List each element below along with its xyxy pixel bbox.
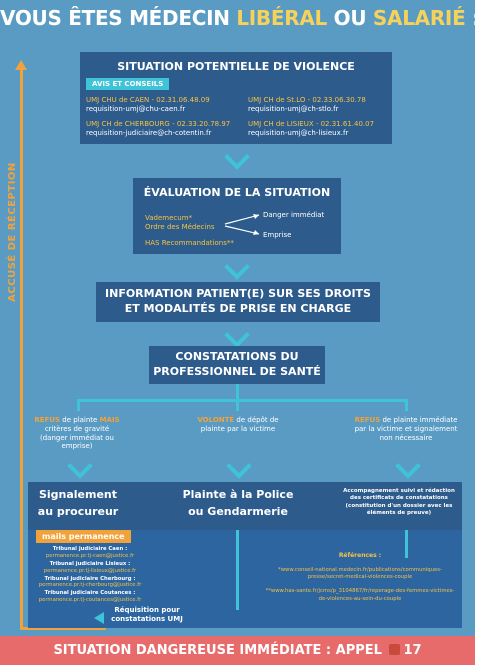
arrow-left-icon bbox=[94, 612, 104, 624]
situation-box bbox=[80, 52, 392, 144]
emergency-bar bbox=[0, 636, 475, 665]
contact-stlo: UMJ CH de St.LO - 02.33.06.30.78 requisition-umj@ch-stlo.fr bbox=[248, 96, 366, 113]
contact-lisieux: UMJ CH de LISIEUX - 02.31.61.40.07 requisition-umj@ch-lisieux.fr bbox=[248, 120, 375, 137]
contact-cherbourg: UMJ CH de CHERBOURG - 02.33.20.78.97 requisition-judiciaire@ch-cotentin.fr bbox=[86, 120, 231, 137]
branch-right bbox=[405, 399, 408, 411]
references-block: Références : *www.conseil-national.medecin.fr/publications/communiques-presse/secret-medical-violences-couple **www.has-sante.fr/jcms/p_3104867/fr/reperage-des-femmes-victimes-de-violences-au-sein-du-couple bbox=[265, 552, 455, 602]
arrow-up-icon bbox=[15, 60, 27, 70]
branch-left-text: REFUS de plainte MAIS critères de gravité (danger immédiat ou emprise) bbox=[34, 416, 120, 451]
phone-icon bbox=[389, 644, 400, 655]
emergency-text: SITUATION DANGEREUSE IMMÉDIATE : APPEL bbox=[53, 643, 387, 658]
title-part1: VOUS ÊTES MÉDECIN bbox=[0, 6, 237, 30]
avis-badge: AVIS ET CONSEILS bbox=[86, 78, 169, 90]
mails-list: Tribunal judiciaire Caen : permanence.pr.tj-caen@justice.fr Tribunal judiciaire Lisieux : permanence.pr.tj-lisieux@justice.fr Tribunal judiciaire Cherbourg : permanence.pr.tj-cherbourg@justice.fr Tribunal judiciaire Coutances : permanence.pr.tj-coutances@justice.fr bbox=[38, 546, 142, 604]
emergency-number: 17 bbox=[403, 643, 422, 658]
constatations-line1: CONSTATATIONS DU bbox=[175, 350, 299, 363]
constatations-box bbox=[149, 346, 325, 384]
chevron-down-icon bbox=[224, 254, 249, 279]
constatations-line2: PROFESSIONNEL DE SANTÉ bbox=[153, 365, 321, 378]
situation-title: SITUATION POTENTIELLE DE VIOLENCE bbox=[117, 60, 355, 73]
chevron-down-icon bbox=[224, 144, 249, 169]
plainte-outcome: Plainte à la Police ou Gendarmerie bbox=[182, 488, 294, 518]
branch-middle bbox=[236, 399, 239, 411]
signalement-outcome: Signalement au procureur bbox=[37, 488, 119, 518]
mails-badge: mails permanence bbox=[36, 530, 131, 543]
chevron-down-icon bbox=[67, 453, 92, 478]
accuse-reception-label: ACCUSÉ DE RÉCEPTION bbox=[7, 162, 18, 302]
branch-stem bbox=[236, 384, 239, 400]
chevron-down-icon bbox=[224, 322, 249, 347]
arrows-icon bbox=[223, 210, 263, 238]
information-box bbox=[96, 282, 380, 322]
page-title bbox=[0, 6, 480, 30]
contact-caen: UMJ CHU de CAEN - 02.31.06.48.09 requisition-umj@chu-caen.fr bbox=[86, 96, 210, 113]
branch-right-text: REFUS de plainte immédiate par la victime et signalement non nécessaire bbox=[354, 416, 458, 442]
chevron-down-icon bbox=[395, 453, 420, 478]
evaluation-title: ÉVALUATION DE LA SITUATION bbox=[143, 186, 331, 199]
information-line2: ET MODALITÉS DE PRISE EN CHARGE bbox=[124, 302, 352, 315]
eval-has: HAS Recommandations** bbox=[145, 239, 234, 247]
eval-emprise: Emprise bbox=[263, 231, 292, 239]
information-line1: INFORMATION PATIENT(E) SUR SES DROITS bbox=[105, 287, 371, 300]
branch-horizontal bbox=[77, 399, 408, 402]
eval-ordre: Ordre des Médecins bbox=[145, 223, 215, 231]
requisition-text: Réquisition pour constatations UMJ bbox=[111, 606, 183, 624]
branch-middle-text: VOLONTÉ de dépôt de plainte par la victime bbox=[197, 416, 279, 433]
title-ou: OU bbox=[326, 6, 373, 30]
requisition-connector bbox=[236, 530, 239, 610]
title-liberal: LIBÉRAL bbox=[236, 6, 327, 30]
eval-danger: Danger immédiat bbox=[263, 211, 325, 219]
title-salarie: SALARIÉ bbox=[372, 6, 466, 30]
accompagnement-outcome: Accompagnement suivi et rédaction des certificats de constatations (constitution d'un dossier avec les éléments de preuve) bbox=[343, 488, 455, 517]
chevron-down-icon bbox=[226, 453, 251, 478]
evaluation-box bbox=[133, 178, 341, 254]
eval-vademecum: Vademecum* bbox=[145, 214, 193, 222]
branch-left bbox=[77, 399, 80, 411]
title-colon: : bbox=[465, 6, 480, 30]
